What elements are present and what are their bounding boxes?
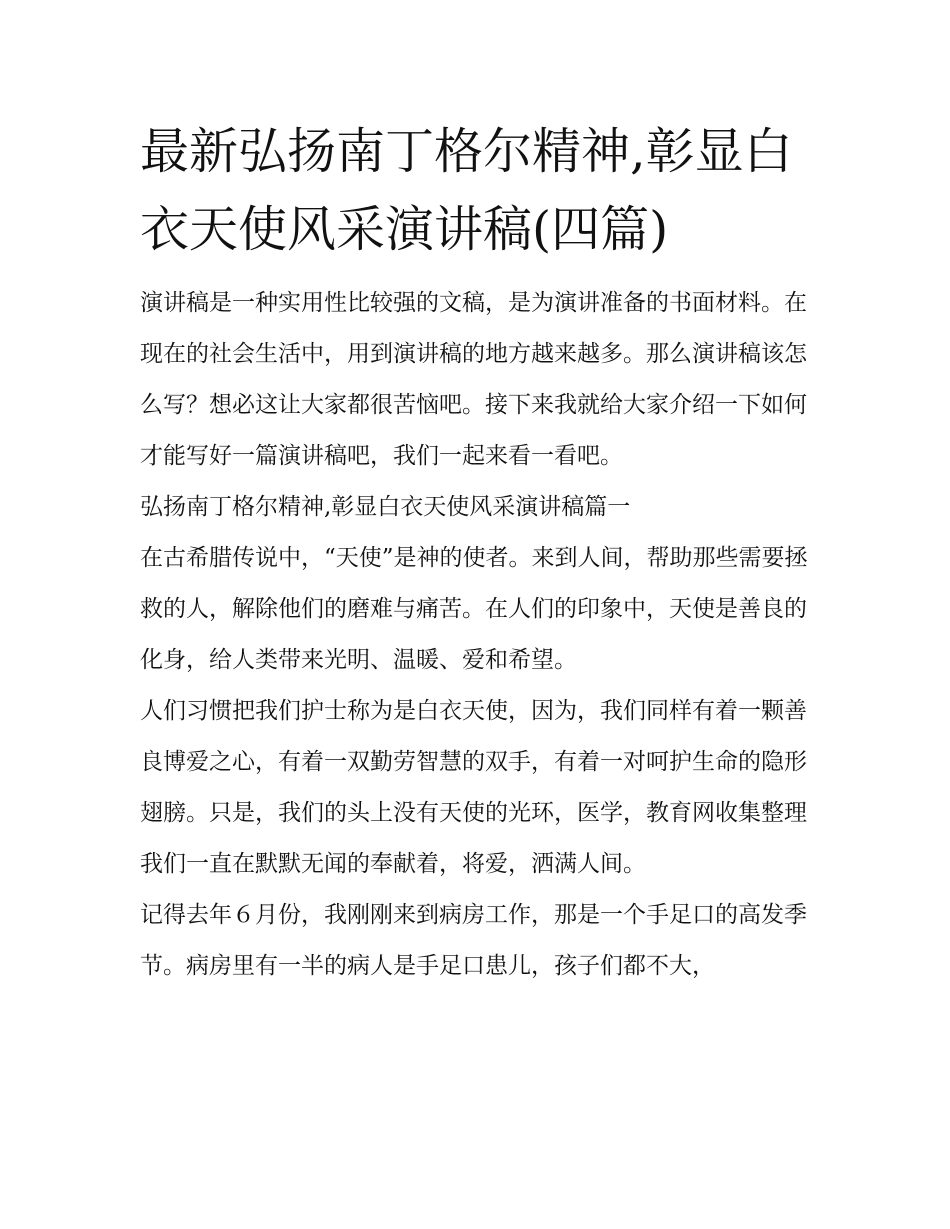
document-title: 最新弘扬南丁格尔精神,彰显白衣天使风采演讲稿(四篇) bbox=[140, 123, 793, 258]
body-paragraph: 记得去年６月份，我刚刚来到病房工作，那是一个手足口的高发季节。病房里有一半的病人是手足口患儿，孩子们都不大， bbox=[140, 902, 807, 979]
document-body bbox=[140, 278, 820, 992]
body-paragraph: 在古希腊传说中，“天使”是神的使者。来到人间，帮助那些需要拯救的人，解除他们的磨难与痛苦。在人们的印象中，天使是善良的化身，给人类带来光明、温暖、爱和希望。 bbox=[140, 545, 808, 673]
body-paragraph: 人们习惯把我们护士称为是白衣天使，因为，我们同样有着一颗善良博爱之心，有着一双勤劳智慧的双手，有着一对呵护生命的隐形翅膀。只是，我们的头上没有天使的光环，医学，教育网收集整理我们一直在默默无闻的奉献着，将爱，洒满人间。 bbox=[140, 698, 807, 877]
intro-paragraph: 演讲稿是一种实用性比较强的文稿，是为演讲准备的书面材料。在现在的社会生活中，用到演讲稿的地方越来越多。那么演讲稿该怎么写？想必这让大家都很苦恼吧。接下来我就给大家介绍一下如何才能写好一篇演讲稿吧，我们一起来看一看吧。 bbox=[140, 290, 807, 469]
section-heading: 弘扬南丁格尔精神,彰显白衣天使风采演讲稿篇一 bbox=[140, 494, 631, 520]
